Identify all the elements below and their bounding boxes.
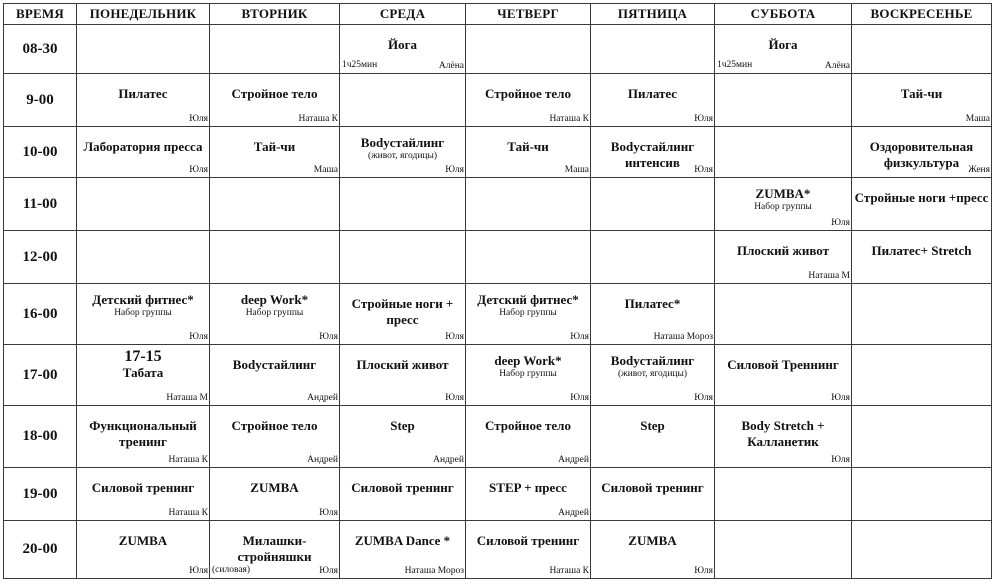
class-title: Тай-чи [900,86,943,101]
instructor-name: Юля [319,332,338,342]
schedule-row [4,284,992,345]
instructor-name: Андрей [558,455,589,465]
class-title: Стройные ноги + пресс [351,296,454,327]
instructor-name: Юля [189,114,208,124]
class-title: Силовой тренинг [601,480,704,495]
class-title: Стройное тело [231,86,318,101]
class-title: Силовой тренинг [476,533,580,548]
class-title: Плоский живот [737,243,829,258]
class-cell-content [77,25,209,73]
instructor-name: Алёна [438,61,464,71]
class-cell [210,468,340,521]
class-title: ZUMBA Dance * [354,533,451,548]
class-cell-content [340,74,465,126]
class-cell-content [591,25,714,73]
class-title: Bodyстайлинг интенсив [610,139,695,170]
class-cell [852,74,992,127]
class-title: ZUMBA* [755,186,811,201]
instructor-name: Юля [445,393,464,403]
class-cell-content [852,345,991,405]
class-start-time: 17-15 [124,348,162,365]
schedule-row [4,406,992,468]
class-cell-content [591,521,714,578]
class-cell-content [340,284,465,344]
instructor-name: Андрей [433,455,464,465]
time-slot: 20-00 [4,521,77,579]
instructor-name: Андрей [558,508,589,518]
class-cell [852,284,992,345]
class-cell [77,178,210,231]
header-day: ПОНЕДЕЛЬНИК [77,4,210,25]
class-cell-content [852,178,991,230]
class-cell [77,25,210,74]
class-cell [591,127,715,178]
class-cell [852,231,992,284]
class-title: Bodyстайлинг [232,357,317,372]
class-cell-content [466,345,590,405]
class-cell-content [852,25,991,73]
instructor-name: Андрей [307,393,338,403]
class-cell [210,521,340,579]
class-note: (живот, ягодицы) [367,151,438,161]
instructor-name: Юля [189,165,208,175]
instructor-name: Юля [831,218,850,228]
class-cell [466,345,591,406]
instructor-name: Маша [564,165,589,175]
class-cell-content [852,284,991,344]
class-cell-content [77,178,209,230]
class-duration: (силовая) [212,565,251,575]
time-slot: 19-00 [4,468,77,521]
class-cell [77,406,210,468]
class-cell-content [591,406,714,467]
class-note: Набор группы [754,202,812,212]
schedule-row [4,468,992,521]
class-cell-content [77,468,209,520]
instructor-name: Маша [313,165,338,175]
class-cell-content [466,406,590,467]
class-title: Милашки-стройняшки [237,533,312,564]
class-cell-content [77,521,209,578]
class-cell-content [210,521,339,578]
class-cell [77,74,210,127]
class-title: Пилатес+ Stretch [871,243,972,258]
class-cell-content [210,178,339,230]
class-title: deep Work* [240,292,309,307]
class-cell-content [466,231,590,283]
class-cell [77,468,210,521]
class-title: Step [640,418,665,433]
class-cell [591,284,715,345]
class-cell-content [77,345,209,405]
instructor-name: Наташа Мороз [653,332,713,342]
class-cell [340,74,466,127]
schedule-row [4,231,992,284]
class-cell [77,345,210,406]
instructor-name: Юля [694,393,713,403]
class-title: ZUMBA [628,533,677,548]
class-note: Набор группы [499,308,557,318]
class-cell [340,127,466,178]
schedule-row [4,345,992,406]
class-cell [210,178,340,231]
class-title: ZUMBA [118,533,168,548]
class-cell [77,231,210,284]
class-cell-content [340,345,465,405]
class-cell-content [340,127,465,177]
class-title: Тай-чи [507,139,549,154]
instructor-name: Юля [570,332,589,342]
instructor-name: Наташа К [298,114,338,124]
class-cell [466,127,591,178]
class-cell [210,25,340,74]
class-cell [591,74,715,127]
class-cell-content [715,284,851,344]
header-day: ПЯТНИЦА [591,4,715,25]
instructor-name: Юля [570,393,589,403]
class-title: Bodyстайлинг [610,353,695,368]
instructor-name: Наташа М [808,271,850,281]
class-cell-content [591,178,714,230]
class-cell [77,284,210,345]
class-cell-content [715,345,851,405]
class-title: Стройное тело [485,86,571,101]
class-title: STEP + пресс [489,480,567,495]
time-slot: 12-00 [4,231,77,284]
instructor-name: Наташа К [168,508,208,518]
header-day: ВТОРНИК [210,4,340,25]
class-title: Силовой Треннинг [727,357,839,372]
class-title: Детский фитнес* [92,292,194,307]
class-title: Пилатес* [624,296,681,311]
time-slot: 08-30 [4,25,77,74]
schedule-row [4,25,992,74]
instructor-name: Наташа Мороз [404,566,464,576]
class-cell-content [466,468,590,520]
class-cell-content [340,406,465,467]
class-title: ZUMBA [250,480,299,495]
class-cell-content [466,127,590,177]
class-cell [210,74,340,127]
class-cell [715,521,852,579]
class-title: Йога [768,37,798,52]
class-title: Пилатес [118,86,168,101]
class-cell-content [715,231,851,283]
class-cell [77,521,210,579]
class-cell [852,127,992,178]
class-cell-content [77,284,209,344]
class-cell-content [715,178,851,230]
class-cell [715,468,852,521]
class-cell [340,468,466,521]
instructor-name: Юля [189,332,208,342]
class-cell [852,521,992,579]
class-title: Step [390,418,415,433]
header-day: СРЕДА [340,4,466,25]
class-cell [466,468,591,521]
header-day: СУББОТА [715,4,852,25]
class-cell-content [852,231,991,283]
class-cell [466,178,591,231]
class-title: Стройное тело [485,418,571,433]
class-title: Лаборатория пресса [83,139,203,154]
class-cell [715,284,852,345]
class-cell [852,178,992,231]
class-cell-content [715,74,851,126]
instructor-name: Наташа К [549,114,589,124]
class-cell-content [852,468,991,520]
time-slot: 16-00 [4,284,77,345]
class-cell [715,74,852,127]
class-cell-content [466,521,590,578]
class-cell [852,468,992,521]
class-cell-content [591,345,714,405]
class-title: Body Stretch + Калланетик [741,418,825,449]
class-cell-content [77,74,209,126]
header-row [4,4,992,25]
instructor-name: Наташа К [168,455,208,465]
instructor-name: Юля [189,566,208,576]
instructor-name: Наташа М [166,393,208,403]
class-cell [852,345,992,406]
class-cell-content [77,406,209,467]
time-slot: 10-00 [4,127,77,178]
class-cell-content [340,468,465,520]
class-cell [210,231,340,284]
class-cell-content [852,406,991,467]
class-cell-content [715,127,851,177]
time-slot: 9-00 [4,74,77,127]
class-cell-content [340,178,465,230]
class-cell [210,127,340,178]
class-cell [591,231,715,284]
class-title: Табата [122,365,164,380]
class-cell [591,406,715,468]
class-cell [852,406,992,468]
schedule-table [3,3,992,579]
class-title: Стройные ноги +пресс [854,190,989,205]
class-cell [340,406,466,468]
schedule-row [4,521,992,579]
class-cell-content [591,468,714,520]
class-title: Силовой тренинг [91,480,195,495]
class-title: deep Work* [494,353,562,368]
class-note: (живот, ягодицы) [617,369,688,379]
class-cell [715,406,852,468]
class-cell-content [210,127,339,177]
class-cell-content [210,345,339,405]
instructor-name: Алёна [824,61,850,71]
instructor-name: Юля [831,393,850,403]
class-title: Оздоровительная физкультура [869,139,974,170]
class-cell-content [210,25,339,73]
class-title: Тай-чи [253,139,296,154]
class-title: Bodyстайлинг [360,135,445,150]
class-cell-content [715,468,851,520]
class-cell [591,468,715,521]
time-slot: 11-00 [4,178,77,231]
class-cell-content [852,127,991,177]
class-note: Набор группы [114,308,172,318]
class-cell [591,521,715,579]
schedule-row [4,74,992,127]
class-cell [77,127,210,178]
class-cell-content [591,284,714,344]
class-cell [210,345,340,406]
time-slot: 17-00 [4,345,77,406]
class-cell [466,25,591,74]
class-cell [715,178,852,231]
class-cell [210,284,340,345]
class-note: Набор группы [245,308,304,318]
class-cell [715,345,852,406]
class-cell-content [466,25,590,73]
instructor-name: Андрей [307,455,338,465]
instructor-name: Юля [831,455,850,465]
class-note: Набор группы [499,369,557,379]
class-cell [340,345,466,406]
class-cell [715,231,852,284]
class-cell [591,345,715,406]
instructor-name: Юля [319,508,338,518]
instructor-name: Юля [445,332,464,342]
class-duration: 1ч25мин [717,60,753,70]
class-cell-content [715,406,851,467]
class-title: Пилатес [627,86,678,101]
class-title: Функциональный тренинг [89,418,197,449]
class-cell [591,178,715,231]
class-cell [340,25,466,74]
class-title: Силовой тренинг [351,480,454,495]
class-duration: 1ч25мин [342,60,378,70]
class-cell [466,74,591,127]
class-cell-content [210,231,339,283]
class-cell [852,25,992,74]
instructor-name: Юля [694,566,713,576]
class-cell [715,25,852,74]
class-cell-content [591,127,714,177]
class-cell [340,284,466,345]
class-cell-content [340,25,465,73]
class-cell [715,127,852,178]
class-cell-content [77,127,209,177]
class-cell [466,521,591,579]
schedule-row [4,178,992,231]
instructor-name: Женя [968,165,990,175]
class-cell [340,521,466,579]
class-cell [466,284,591,345]
instructor-name: Юля [319,566,338,576]
class-cell-content [591,74,714,126]
instructor-name: Юля [694,114,713,124]
class-cell-content [852,74,991,126]
class-cell [591,25,715,74]
class-cell-content [715,25,851,73]
class-cell-content [591,231,714,283]
time-slot: 18-00 [4,406,77,468]
schedule-row [4,127,992,178]
class-cell-content [210,406,339,467]
class-cell-content [77,231,209,283]
class-cell-content [466,74,590,126]
class-cell-content [340,521,465,578]
class-title: Йога [387,37,417,52]
instructor-name: Юля [445,165,464,175]
class-title: Стройное тело [231,418,318,433]
class-cell-content [715,521,851,578]
class-cell [466,231,591,284]
class-title: Детский фитнес* [477,292,579,307]
header-day: ЧЕТВЕРГ [466,4,591,25]
instructor-name: Маша [965,114,990,124]
instructor-name: Юля [694,165,713,175]
class-cell-content [852,521,991,578]
class-cell-content [466,178,590,230]
class-cell [210,406,340,468]
class-title: Плоский живот [356,357,449,372]
class-cell-content [340,231,465,283]
class-cell-content [210,468,339,520]
header-time: ВРЕМЯ [4,4,77,25]
class-cell-content [466,284,590,344]
class-cell [466,406,591,468]
class-cell-content [210,74,339,126]
class-cell [340,231,466,284]
header-day: ВОСКРЕСЕНЬЕ [852,4,992,25]
instructor-name: Наташа К [549,566,589,576]
class-cell-content [210,284,339,344]
class-cell [340,178,466,231]
